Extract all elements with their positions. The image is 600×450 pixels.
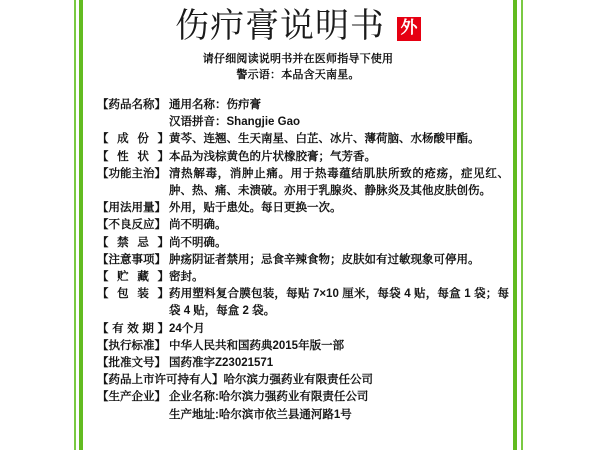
section-label: 【 性 状 】 — [97, 150, 169, 163]
left-inner-green-rule — [79, 0, 83, 450]
section-label: 【 禁 忌 】 — [97, 236, 169, 249]
section-row — [97, 338, 509, 355]
section-line: 本品为浅棕黄色的片状橡胶膏；气芳香。 — [169, 150, 376, 163]
right-inner-green-rule — [513, 0, 517, 450]
section-label: 【 贮 藏 】 — [97, 271, 169, 284]
section-row — [97, 200, 509, 217]
section-line: 尚不明确。 — [169, 219, 227, 232]
section-value — [169, 200, 509, 217]
section-label: 【不良反应】 — [97, 219, 166, 232]
left-outer-green-rule — [74, 0, 76, 450]
section-label: 【药品名称】 — [97, 99, 166, 111]
section-label: 【批准文号】 — [97, 357, 166, 370]
section-row — [97, 269, 509, 286]
warning-statement: 警示语：本品含天南星。 — [236, 69, 360, 81]
section-row — [97, 355, 509, 372]
section-label: 【用法用量】 — [97, 202, 166, 215]
section-line: 国药准字Z23021571 — [169, 357, 274, 370]
section-row — [97, 97, 509, 131]
sections-list — [97, 97, 509, 424]
section-value — [169, 321, 509, 338]
section-label: 【药品上市许可持有人】 — [97, 374, 224, 387]
section-line: 肿疡阴证者禁用；忌食辛辣食物；皮肤如有过敏现象可停用。 — [169, 253, 480, 266]
section-line: 药用塑料复合膜包装，每贴 7×10 厘米，每袋 4 贴，每盒 1 袋；每袋 4 贴，每盒 2 袋。 — [169, 288, 509, 318]
section-line: 尚不明确。 — [169, 236, 227, 249]
section-row — [97, 372, 509, 389]
title-row — [88, 4, 508, 48]
section-line: 24个月 — [169, 322, 205, 335]
section-value — [169, 355, 509, 372]
section-row — [97, 389, 509, 423]
section-row — [97, 149, 509, 166]
section-line: 哈尔滨力强药业有限责任公司 — [223, 374, 373, 387]
section-row — [97, 217, 509, 234]
section-row — [97, 252, 509, 269]
section-line: 密封。 — [169, 271, 204, 284]
section-line: 黄芩、连翘、生天南星、白芷、冰片、薄荷脑、水杨酸甲酯。 — [169, 133, 480, 146]
section-label: 【生产企业】 — [97, 391, 166, 404]
section-line: 企业名称:哈尔滨力强药业有限责任公司 — [169, 391, 369, 404]
section-value — [169, 252, 509, 269]
section-line: 外用，贴于患处。每日更换一次。 — [169, 202, 342, 215]
section-line: 通用名称：伤疖膏 — [169, 99, 261, 111]
section-line: 汉语拼音：Shangjie Gao — [169, 116, 300, 129]
section-line: 清热解毒，消肿止痛。用于热毒蕴结肌肤所致的疮疡，症见红、肿、热、痛、未溃破。亦用于乳腺炎、静脉炎及其他皮肤创伤。 — [169, 167, 509, 198]
section-line: 中华人民共和国药典2015年版一部 — [169, 339, 345, 352]
section-label: 【 有 效 期 】 — [97, 322, 169, 335]
section-label: 【 成 份 】 — [97, 133, 169, 146]
section-row — [97, 286, 509, 320]
section-value — [169, 338, 509, 355]
section-label: 【执行标准】 — [97, 339, 166, 352]
section-label: 【功能主治】 — [97, 167, 166, 180]
section-line: 生产地址:哈尔滨市依兰县通河路1号 — [169, 408, 352, 421]
document-header — [88, 4, 508, 83]
section-value — [169, 235, 509, 252]
right-outer-green-rule — [521, 0, 523, 450]
section-row — [97, 131, 509, 148]
section-value — [224, 372, 510, 389]
section-value — [169, 149, 509, 166]
section-row — [97, 321, 509, 338]
section-value — [169, 286, 509, 320]
section-value — [169, 269, 509, 286]
read-instructions-notice: 请仔细阅读说明书并在医师指导下使用 — [202, 53, 394, 65]
section-value — [169, 389, 509, 423]
section-value — [169, 97, 509, 131]
section-label: 【 包 装 】 — [97, 288, 169, 301]
section-row — [97, 235, 509, 252]
section-value — [169, 166, 509, 200]
section-value — [169, 217, 509, 234]
section-label: 【注意事项】 — [97, 253, 166, 266]
external-use-badge: 外 — [397, 17, 421, 41]
page-title: 伤疖膏说明书 — [175, 6, 385, 46]
section-row — [97, 166, 509, 200]
section-value — [169, 131, 509, 148]
